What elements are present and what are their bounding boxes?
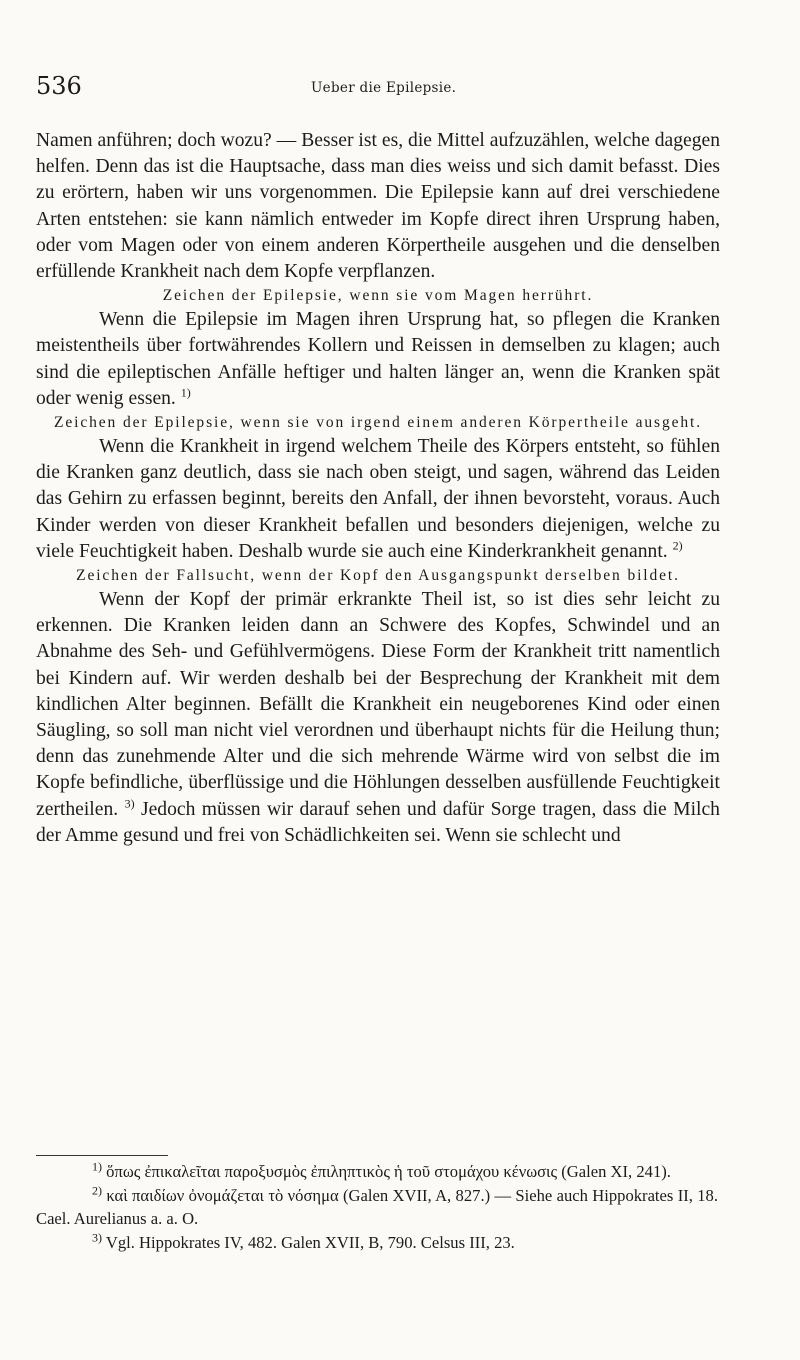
paragraph-head-text-a: Wenn der Kopf der primär erkrankte Theil ist, so ist dies sehr leicht zu erkennen. Die Kranken leiden dann an Schwere des Kopfes, Schwindel und an Abnahme des Seh- und Gefühlvermögens. Diese Form der Krankheit tritt namentlich bei Kindern auf. Wir werden deshalb bei der Besprechung der Krankheit mit dem kindlichen Alter beginnen. Befällt die Krankheit ein neugeborenes Kind oder einen Säugling, so soll man nicht viel verordnen und überhaupt nichts für die Heilung thun; denn das zunehmende Alter und die sich mehrende Wärme wird von selbst die im Kopfe befindliche, überflüssige und die Höhlungen desselben ausfüllende Feuchtigkeit zertheilen. — [36, 589, 720, 820]
footnote-1-mark: 1) — [92, 1159, 102, 1174]
footnote-2 — [36, 1184, 718, 1231]
footnote-ref-1[interactable]: 1) — [180, 385, 191, 400]
footnote-2-mark: 2) — [92, 1182, 102, 1197]
paragraph-other-part-text: Wenn die Krankheit in irgend welchem Theile des Körpers entsteht, so fühlen die Kranken ganz deutlich, dass sie nach oben steigt, und sagen, während das Leiden das Gehirn zu erfassen beginnt, bereits den Anfall, der ihnen bevorsteht, voraus. Auch Kinder werden von dieser Krankheit befallen und besonders diejenigen, welche zu viele Feuchtigkeit haben. Deshalb wurde sie auch eine Kinderkrankheit genannt. — [36, 436, 720, 562]
page-number: 536 — [36, 72, 82, 100]
footnote-ref-3[interactable]: 3) — [124, 796, 135, 811]
footnote-2-text: καὶ παιδίων ὀνομάζεται τὸ νόσημα (Galen XVII, A, 827.) — Siehe auch Hippokrates II, 18. Cael. Aurelianus a. a. O. — [36, 1185, 718, 1228]
running-title: Ueber die Epilepsie. — [311, 80, 457, 96]
footnote-3-mark: 3) — [92, 1229, 102, 1244]
main-text — [36, 128, 720, 849]
paragraph-stomach — [36, 307, 720, 412]
footnote-1 — [36, 1160, 718, 1184]
footnotes — [36, 1160, 718, 1254]
paragraph-stomach-text: Wenn die Epilepsie im Magen ihren Ursprung hat, so pflegen die Kranken meistentheils über fortwährendes Kollern und Reissen in demselben zu klagen; auch sind die epileptischen Anfälle heftiger und halten länger an, wenn die Kranken spät oder wenig essen. — [36, 309, 720, 409]
footnote-divider — [36, 1155, 168, 1156]
footnote-3 — [36, 1231, 718, 1255]
section-heading-stomach: Zeichen der Epilepsie, wenn sie vom Magen herrührt. — [162, 287, 594, 305]
paragraph-head-text-b: Jedoch müssen wir darauf sehen und dafür Sorge tragen, dass die Milch der Amme gesund und frei von Schädlichkeiten sei. Wenn sie schlecht und — [36, 798, 720, 846]
paragraph-intro: Namen anführen; doch wozu? — Besser ist es, die Mittel aufzuzählen, welche dagegen helfen. Denn das ist die Hauptsache, dass man dies weiss und sich damit befasst. Dies zu erörtern, haben wir uns vorgenommen. Die Epilepsie kann auf drei verschiedene Arten entstehen: sie kann nämlich entweder im Kopfe direct ihren Ursprung haben, oder vom Magen oder von einem anderen Körpertheile ausgehen und die denselben erfüllende Krankheit nach dem Kopfe verpflanzen. — [36, 130, 720, 283]
footnote-1-text: ὅπως ἐπικαλεῖται παροξυσμὸς ἐπιληπτικὸς ἡ τοῦ στομάχου κένωσις (Galen XI, 241). — [106, 1162, 671, 1181]
paragraph-other-part — [36, 434, 720, 565]
paragraph-head — [36, 587, 720, 849]
section-heading-other-part: Zeichen der Epilepsie, wenn sie von irgend einem anderen Körpertheile ausgeht. — [53, 414, 703, 432]
footnote-3-text: Vgl. Hippokrates IV, 482. Galen XVII, B, 790. Celsus III, 23. — [105, 1232, 515, 1252]
page-header — [36, 72, 756, 102]
footnote-ref-2[interactable]: 2) — [672, 538, 683, 553]
section-heading-head: Zeichen der Fallsucht, wenn der Kopf den Ausgangspunkt derselben bildet. — [76, 567, 680, 585]
